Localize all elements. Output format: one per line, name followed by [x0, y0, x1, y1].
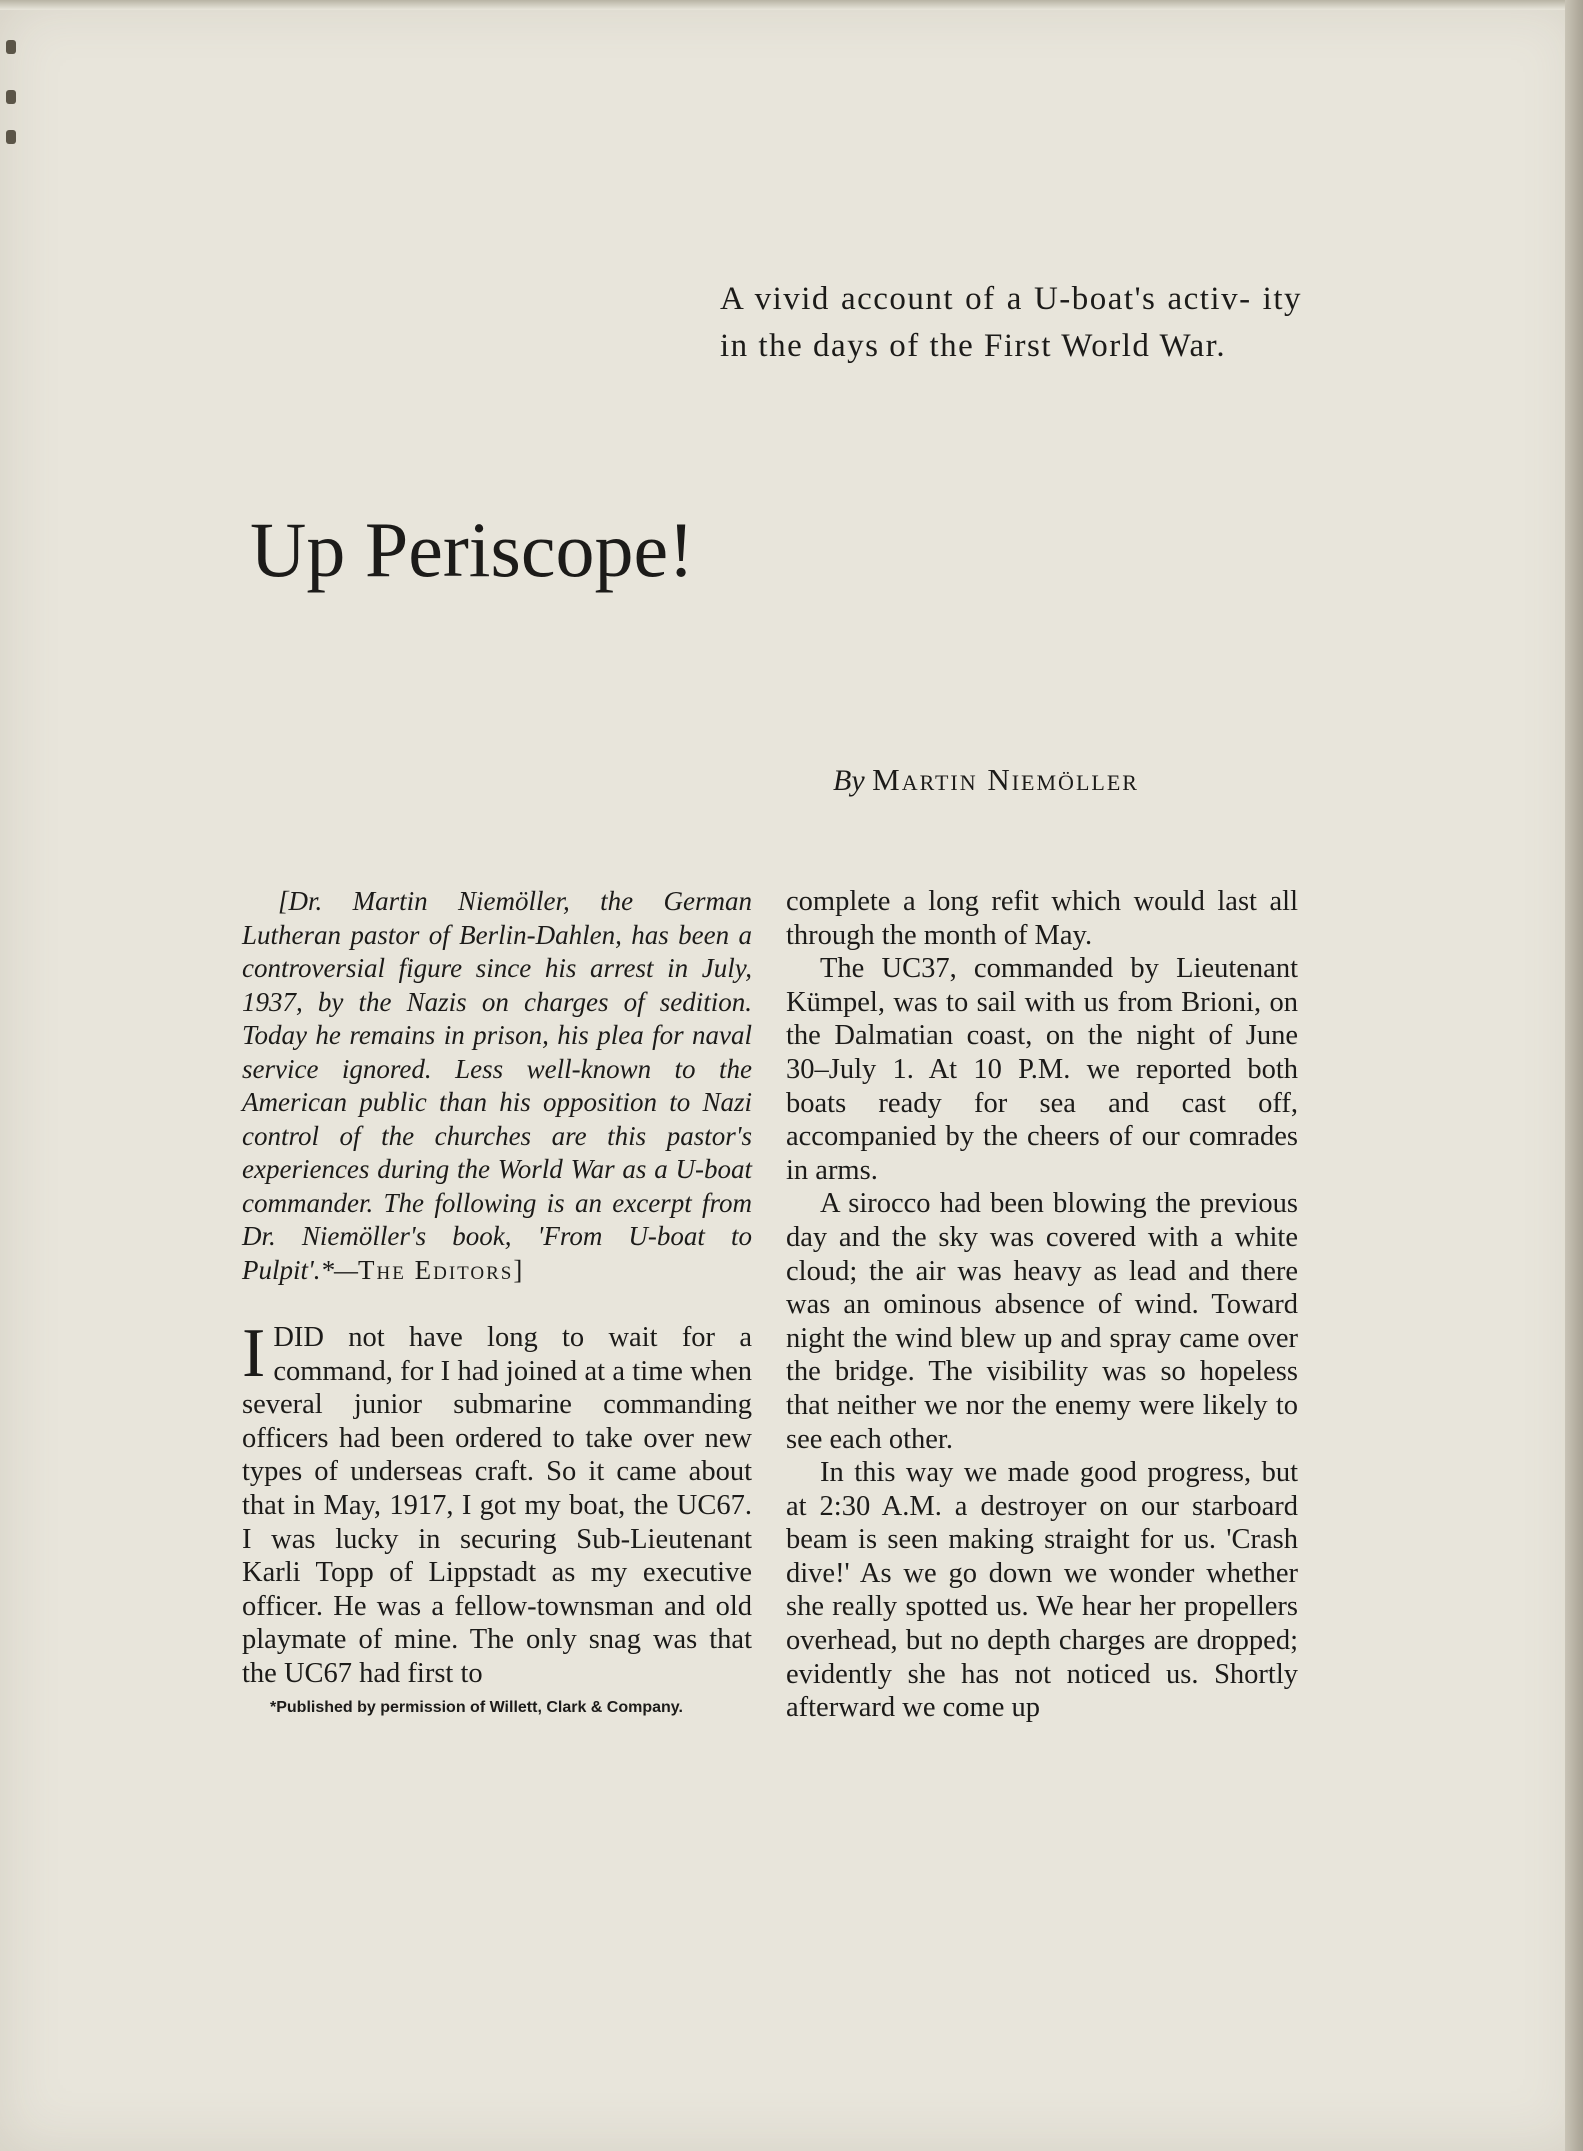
editors-intro-text: [Dr. Martin Niemöller, the German Lutheran pastor of Berlin-Dahlen, has been a controversial figure since his arrest in July, 1937, by the Nazis on charges of sedition. Today he remains in prison, his plea for naval service ignored. Less well-known to the American public than his opposition to Nazi control of the churches are this pastor's experiences during the World War as a U-boat commander. The following is an excerpt from Dr. Niemöller's book, 'From U-boat to Pulpit'.*— — [242, 886, 752, 1285]
binding-mark — [6, 40, 16, 54]
paragraph: complete a long refit which would last all through the month of May. — [786, 886, 1298, 951]
paragraph: A sirocco had been blowing the previous day and the sky was covered with a white cloud; the air was heavy as lead and there was an ominous absence of wind. Toward night the wind blew up and spray came over the bridge. The visibility was so hopeless that neither we nor the enemy were likely to see each other. — [786, 1188, 1298, 1455]
binding-marks — [0, 30, 26, 160]
page-right-edge — [1565, 0, 1583, 2151]
first-paragraph-text: DID not have long to wait for a command, for I had joined at a time when several junior submarine commanding officers had been ordered to take over new types of underseas craft. So it came about that in May, 1917, I got my boat, the UC67. I was lucky in securing Sub-Lieutenant Karli Topp of Lippstadt as my executive officer. He was a fellow-townsman and old playmate of mine. The only snag was that the UC67 had first to — [242, 1322, 752, 1689]
paragraph: In this way we made good progress, but at 2:30 A.M. a destroyer on our starboard beam is seen making straight for us. 'Crash dive!' As we go down we wonder whether she really spotted us. We hear her propellers overhead, but no depth charges are dropped; evidently she has not noticed us. Shortly afterward we come up — [786, 1457, 1298, 1724]
article-dek: A vivid account of a U-boat's activ- ity in the days of the First World War. — [720, 281, 1302, 364]
page-top-edge — [0, 0, 1583, 10]
byline-by: By — [833, 764, 865, 797]
editors-signoff: The Editors] — [358, 1254, 525, 1285]
footnote: *Published by permission of Willett, Clark & Company. — [270, 1698, 683, 1716]
binding-mark — [6, 90, 16, 104]
binding-mark — [6, 130, 16, 144]
drop-cap: I — [242, 1315, 266, 1392]
right-column — [786, 885, 1298, 1725]
byline — [833, 760, 1139, 801]
author-name: Martin Niemöller — [872, 762, 1139, 797]
left-column — [242, 885, 752, 1717]
article-title: Up Periscope! — [250, 506, 695, 593]
paragraph: The UC37, commanded by Lieutenant Kümpel, was to sail with us from Brioni, on the Dalmatian coast, on the night of June 30–July 1. At 10 P.M. we reported both boats ready for sea and cast off, accompanied by the cheers of our comrades in arms. — [786, 953, 1298, 1186]
editors-intro — [242, 885, 752, 1287]
first-paragraph — [242, 1315, 752, 1691]
